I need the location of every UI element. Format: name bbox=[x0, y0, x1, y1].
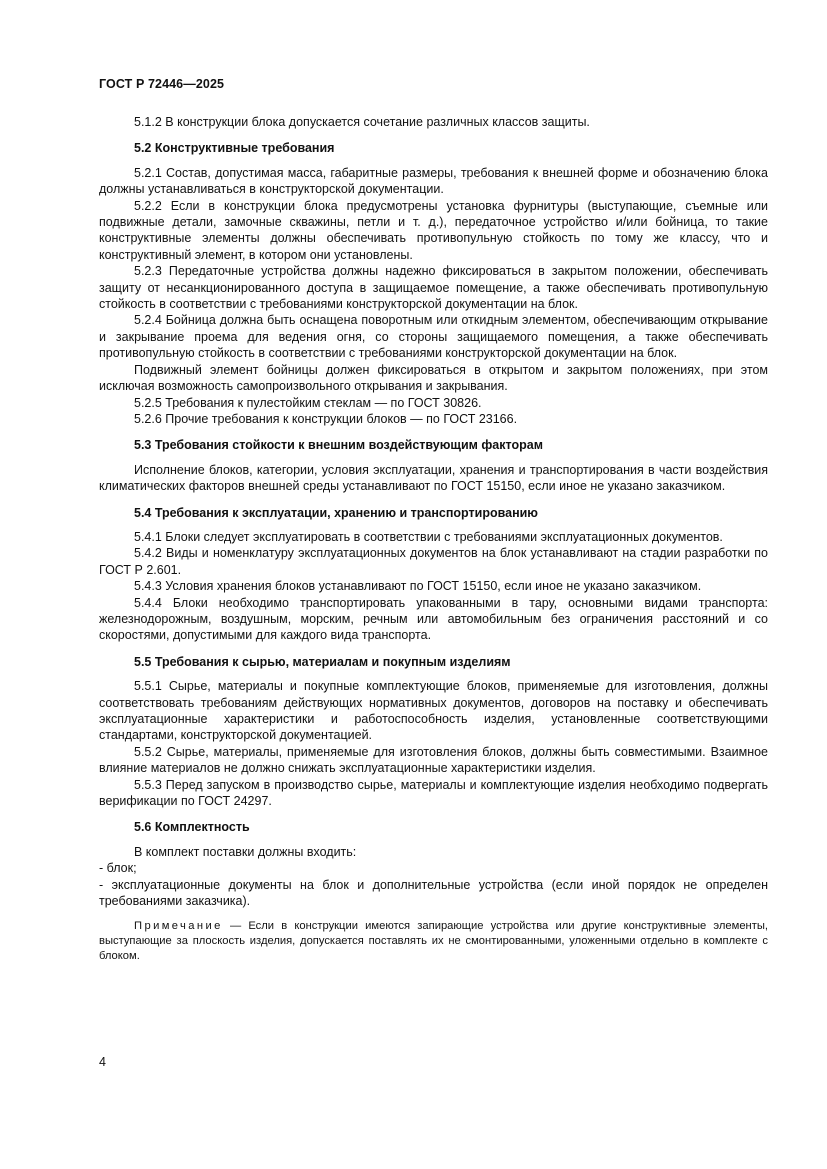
paragraph-5-4-1: 5.4.1 Блоки следует эксплуатировать в соответствии с требованиями эксплуатационных документов. bbox=[134, 529, 723, 544]
paragraph-5-5-2: 5.5.2 Сырье, материалы, применяемые для изготовления блоков, должны быть совместимыми. Взаимное влияние материалов не должно снижать эксплуатационные характеристики изделия. bbox=[99, 744, 768, 776]
section-heading-5-4: 5.4 Требования к эксплуатации, хранению и транспортированию bbox=[134, 505, 538, 520]
section-heading-5-6: 5.6 Комплектность bbox=[134, 820, 250, 835]
paragraph-5-1-2: 5.1.2 В конструкции блока допускается сочетание различных классов защиты. bbox=[134, 115, 590, 129]
paragraph-5-4-4: 5.4.4 Блоки необходимо транспортировать упакованными в тару, основными видами транспорта: железнодорожным, воздушным, морским, речным или автомобильным без ограничения расстояний и со скоростями, допустимыми для каждого вида транспорта. bbox=[99, 595, 768, 643]
section-heading-5-2: 5.2 Конструктивные требования bbox=[134, 141, 335, 156]
page-number: 4 bbox=[99, 1055, 106, 1069]
delivery-set-list bbox=[99, 860, 768, 909]
paragraph-5-4-3: 5.4.3 Условия хранения блоков устанавливают по ГОСТ 15150, если иное не указано заказчиком. bbox=[134, 579, 702, 594]
note-label: Примечание bbox=[134, 920, 223, 933]
paragraph-5-2-1: 5.2.1 Состав, допустимая масса, габаритные размеры, требования к внешней форме и обозначению блока должны устанавливаться в конструкторской документации. bbox=[99, 165, 768, 197]
paragraph-5-5-1: 5.5.1 Сырье, материалы и покупные комплектующие блоков, применяемые для изготовления, должны соответствовать требованиям действующих нормативных документов, договоров на поставку и обеспечивать эксплуатационные характеристики и работоспособность изделия, установленные соответствующими стандартами, конструкторской документацией. bbox=[99, 679, 768, 743]
note bbox=[99, 919, 768, 964]
paragraph-5-4-2: 5.4.2 Виды и номенклатуру эксплуатационных документов на блок устанавливают на стадии разработки по ГОСТ Р 2.601. bbox=[99, 546, 768, 577]
paragraph-5-2-4-cont: Подвижный элемент бойницы должен фиксироваться в открытом и закрытом положениях, при этом исключая возможность самопроизвольного открывания и закрывания. bbox=[99, 362, 768, 394]
paragraph-5-6-intro: В комплект поставки должны входить: bbox=[134, 844, 357, 859]
paragraph-5-2-5: 5.2.5 Требования к пулестойким стеклам — по ГОСТ 30826. bbox=[134, 395, 482, 410]
paragraph-5-2-3: 5.2.3 Передаточные устройства должны надежно фиксироваться в закрытом положении, обеспечивать защиту от несанкционированного доступа в защищаемое помещение, а также обеспечивать противопульную стойкость в соответствии с требованиями конструкторской документации на блок. bbox=[99, 264, 768, 312]
paragraph-5-2-6: 5.2.6 Прочие требования к конструкции блоков — по ГОСТ 23166. bbox=[134, 411, 518, 426]
paragraph-5-5-3: 5.5.3 Перед запуском в производство сырье, материалы и комплектующие изделия необходимо подвергать верификации по ГОСТ 24297. bbox=[99, 777, 768, 809]
section-heading-5-5: 5.5 Требования к сырью, материалам и покупным изделиям bbox=[134, 654, 511, 669]
document-code-header: ГОСТ Р 72446—2025 bbox=[99, 77, 225, 91]
note-text: — Если в конструкции имеются запирающие устройства или другие конструктивные элементы, выступающие за плоскость изделия, допускается поставлять их не смонтированными, уложенными отдельно в комплекте с блоком. bbox=[99, 920, 768, 963]
paragraph-5-2-2: 5.2.2 Если в конструкции блока предусмотрены установка фурнитуры (выступающие, съемные или подвижные детали, замочные скважины, петли и т. д.), передаточное устройство и/или бойница, то такие конструктивные элементы должны обеспечивать противопульную стойкость по тому же классу, что и конструктивный элемент, в котором они установлены. bbox=[99, 198, 768, 262]
section-heading-5-3: 5.3 Требования стойкости к внешним воздействующим факторам bbox=[134, 438, 543, 453]
list-item: - блок; bbox=[99, 861, 137, 876]
paragraph-5-2-4: 5.2.4 Бойница должна быть оснащена поворотным или откидным элементом, обеспечивающим открывание и закрывание проема для ведения огня, со стороны защищаемого помещения, а также обеспечивать противопульную стойкость в соответствии с требованиями конструкторской документации на блок. bbox=[99, 313, 768, 361]
page-body bbox=[99, 114, 768, 964]
paragraph-5-3: Исполнение блоков, категории, условия эксплуатации, хранения и транспортирования в части воздействия климатических факторов внешней среды устанавливают по ГОСТ 15150, если иное не указано заказчиком. bbox=[99, 462, 768, 494]
list-item: - эксплуатационные документы на блок и дополнительные устройства (если иной порядок не определен требованиями заказчика). bbox=[99, 877, 768, 909]
